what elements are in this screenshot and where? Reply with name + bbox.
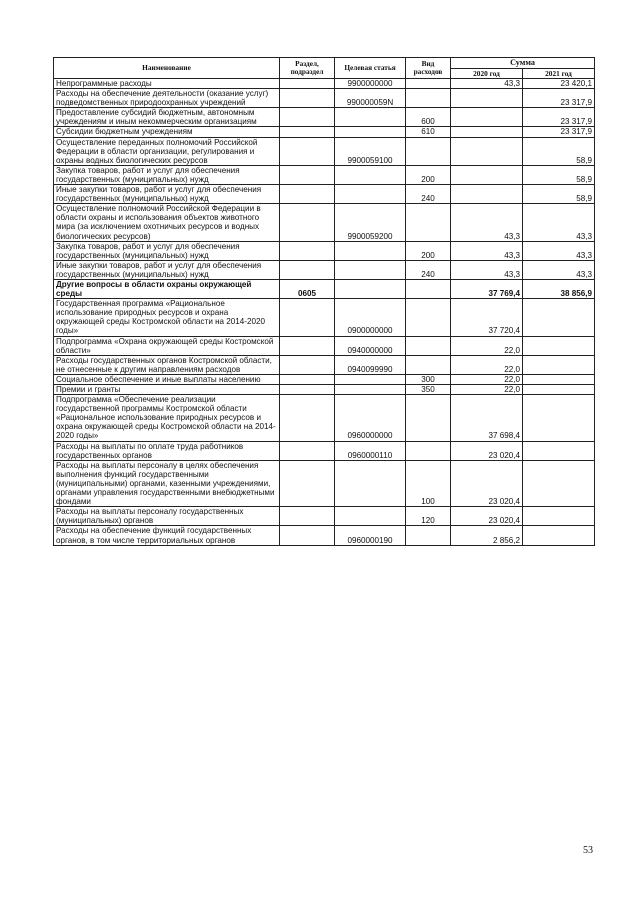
cell-2020: 2 856,2 [451, 526, 523, 545]
cell-section [280, 79, 335, 89]
cell-2021: 43,3 [523, 241, 595, 260]
cell-type [406, 279, 451, 298]
cell-type: 120 [406, 507, 451, 526]
cell-2021: 58,9 [523, 165, 595, 184]
cell-target [335, 460, 406, 506]
cell-2020 [451, 165, 523, 184]
cell-target: 0940000000 [335, 336, 406, 355]
cell-type: 240 [406, 260, 451, 279]
cell-2021 [523, 299, 595, 336]
cell-2021 [523, 385, 595, 395]
table-row [54, 460, 595, 506]
table-body [54, 79, 595, 546]
cell-type [406, 299, 451, 336]
cell-2020: 23 020,4 [451, 507, 523, 526]
table-row [54, 374, 595, 384]
cell-section: 0605 [280, 279, 335, 298]
table-row [54, 507, 595, 526]
cell-section [280, 165, 335, 184]
cell-section [280, 260, 335, 279]
cell-name: Расходы на обеспечение функций государственных органов, в том числе территориальных органов [54, 526, 280, 545]
cell-type: 100 [406, 460, 451, 506]
cell-2020: 43,3 [451, 204, 523, 241]
cell-section [280, 108, 335, 127]
cell-name: Закупка товаров, работ и услуг для обеспечения государственных (муниципальных) нужд [54, 241, 280, 260]
header-section: Раздел, подраздел [280, 58, 335, 79]
cell-section [280, 241, 335, 260]
cell-target [335, 165, 406, 184]
cell-section [280, 204, 335, 241]
cell-name: Другие вопросы в области охраны окружающей среды [54, 279, 280, 298]
table-row [54, 441, 595, 460]
cell-2021: 23 317,9 [523, 89, 595, 108]
cell-target [335, 374, 406, 384]
cell-name: Расходы государственных органов Костромской области, не отнесенные к другим направлениям расходов [54, 355, 280, 374]
cell-name: Расходы на выплаты персоналу в целях обеспечения выполнения функций государственными (муниципальными) органами, казенными учреждениями, органами управления государственными внебюджетными фондами [54, 460, 280, 506]
cell-type [406, 89, 451, 108]
table-row [54, 336, 595, 355]
table-row [54, 299, 595, 336]
cell-name: Подпрограмма «Охрана окружающей среды Костромской области» [54, 336, 280, 355]
cell-2021: 23 317,9 [523, 108, 595, 127]
cell-2021: 23 317,9 [523, 127, 595, 137]
header-name: Наименование [54, 58, 280, 79]
cell-2021: 38 856,9 [523, 279, 595, 298]
table-row [54, 137, 595, 165]
cell-type: 200 [406, 165, 451, 184]
table-row [54, 526, 595, 545]
cell-target [335, 127, 406, 137]
cell-type: 200 [406, 241, 451, 260]
cell-target [335, 260, 406, 279]
cell-section [280, 185, 335, 204]
cell-2020: 22,0 [451, 336, 523, 355]
cell-2020 [451, 127, 523, 137]
cell-target [335, 108, 406, 127]
cell-2020 [451, 185, 523, 204]
cell-name: Государственная программа «Рациональное использование природных ресурсов и охрана окружающей среды Костромской области на 2014-2020 годы» [54, 299, 280, 336]
cell-2021 [523, 355, 595, 374]
budget-table [53, 57, 595, 546]
cell-name: Расходы на выплаты по оплате труда работников государственных органов [54, 441, 280, 460]
cell-type: 600 [406, 108, 451, 127]
cell-2021 [523, 507, 595, 526]
table-row [54, 79, 595, 89]
cell-section [280, 395, 335, 441]
cell-section [280, 299, 335, 336]
cell-name: Осуществление переданных полномочий Российской Федерации в области организации, регулирования и охраны водных биологических ресурсов [54, 137, 280, 165]
cell-name: Предоставление субсидий бюджетным, автономным учреждениям и иным некоммерческим организациям [54, 108, 280, 127]
cell-name: Расходы на выплаты персоналу государственных (муниципальных) органов [54, 507, 280, 526]
cell-target: 9900059100 [335, 137, 406, 165]
cell-section [280, 336, 335, 355]
table-row [54, 385, 595, 395]
cell-target [335, 279, 406, 298]
page-number: 53 [583, 845, 593, 856]
cell-2021: 58,9 [523, 137, 595, 165]
header-sum: Сумма [451, 58, 595, 69]
cell-2020: 43,3 [451, 260, 523, 279]
table-row [54, 241, 595, 260]
cell-2020: 22,0 [451, 374, 523, 384]
cell-type [406, 526, 451, 545]
cell-section [280, 385, 335, 395]
cell-type [406, 137, 451, 165]
table-row [54, 89, 595, 108]
cell-2021 [523, 395, 595, 441]
cell-section [280, 137, 335, 165]
cell-section [280, 441, 335, 460]
cell-2020: 43,3 [451, 241, 523, 260]
cell-type [406, 336, 451, 355]
cell-name: Подпрограмма «Обеспечение реализации государственной программы Костромской области «Рациональное использование природных ресурсов и охрана окружающей среды Костромской области на 2014-2020 годы» [54, 395, 280, 441]
table-row [54, 395, 595, 441]
cell-2021: 43,3 [523, 260, 595, 279]
cell-section [280, 127, 335, 137]
cell-type [406, 395, 451, 441]
cell-section [280, 89, 335, 108]
table-row [54, 355, 595, 374]
table-row [54, 279, 595, 298]
cell-section [280, 460, 335, 506]
cell-2021: 43,3 [523, 204, 595, 241]
cell-2020: 22,0 [451, 385, 523, 395]
cell-target: 9900059200 [335, 204, 406, 241]
header-year-2020: 2020 год [451, 69, 523, 79]
table-row [54, 260, 595, 279]
cell-type: 300 [406, 374, 451, 384]
cell-type: 610 [406, 127, 451, 137]
cell-name: Социальное обеспечение и иные выплаты населению [54, 374, 280, 384]
cell-name: Иные закупки товаров, работ и услуг для обеспечения государственных (муниципальных) нужд [54, 260, 280, 279]
cell-2020 [451, 137, 523, 165]
cell-2020: 37 769,4 [451, 279, 523, 298]
table-row [54, 127, 595, 137]
cell-type [406, 441, 451, 460]
cell-target: 0940099990 [335, 355, 406, 374]
cell-section [280, 507, 335, 526]
cell-target: 990000059N [335, 89, 406, 108]
cell-target: 9900000000 [335, 79, 406, 89]
table-row [54, 165, 595, 184]
cell-2020: 37 720,4 [451, 299, 523, 336]
cell-type: 350 [406, 385, 451, 395]
cell-2020: 22,0 [451, 355, 523, 374]
cell-2020: 23 020,4 [451, 460, 523, 506]
cell-name: Субсидии бюджетным учреждениям [54, 127, 280, 137]
table-row [54, 185, 595, 204]
cell-2021 [523, 460, 595, 506]
cell-2020 [451, 89, 523, 108]
table-row [54, 108, 595, 127]
cell-type: 240 [406, 185, 451, 204]
cell-2020: 37 698,4 [451, 395, 523, 441]
header-target: Целевая статья [335, 58, 406, 79]
cell-target: 0960000110 [335, 441, 406, 460]
cell-2020 [451, 108, 523, 127]
cell-2021 [523, 374, 595, 384]
cell-2020: 23 020,4 [451, 441, 523, 460]
cell-2021 [523, 336, 595, 355]
table-row [54, 204, 595, 241]
header-year-2021: 2021 год [523, 69, 595, 79]
cell-name: Непрограммные расходы [54, 79, 280, 89]
cell-2020: 43,3 [451, 79, 523, 89]
cell-type [406, 355, 451, 374]
cell-name: Иные закупки товаров, работ и услуг для обеспечения государственных (муниципальных) нужд [54, 185, 280, 204]
cell-target: 0960000190 [335, 526, 406, 545]
cell-type [406, 204, 451, 241]
cell-section [280, 374, 335, 384]
cell-target [335, 241, 406, 260]
cell-name: Расходы на обеспечение деятельности (оказание услуг) подведомственных природоохранных учреждений [54, 89, 280, 108]
cell-section [280, 355, 335, 374]
cell-target [335, 507, 406, 526]
cell-target [335, 385, 406, 395]
cell-2021 [523, 441, 595, 460]
cell-2021 [523, 526, 595, 545]
cell-name: Закупка товаров, работ и услуг для обеспечения государственных (муниципальных) нужд [54, 165, 280, 184]
cell-2021: 58,9 [523, 185, 595, 204]
cell-target: 0900000000 [335, 299, 406, 336]
cell-type [406, 79, 451, 89]
cell-name: Премии и гранты [54, 385, 280, 395]
header-type: Вид расходов [406, 58, 451, 79]
cell-name: Осуществление полномочий Российской Федерации в области охраны и использования объектов животного мира (за исключением охотничьих ресурсов и водных биологических ресурсов) [54, 204, 280, 241]
cell-section [280, 526, 335, 545]
cell-target: 0960000000 [335, 395, 406, 441]
cell-target [335, 185, 406, 204]
cell-2021: 23 420,1 [523, 79, 595, 89]
